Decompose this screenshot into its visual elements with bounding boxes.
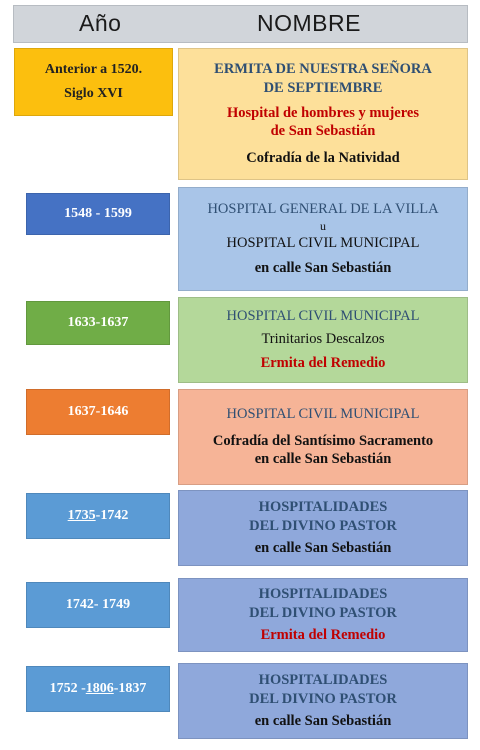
name-line: en calle San Sebastián: [254, 451, 392, 468]
name-box-6: [178, 578, 468, 652]
year-post: -1837: [113, 680, 147, 696]
year-text: [50, 680, 147, 698]
name-box-5: [178, 490, 468, 566]
year-box-2: [26, 193, 170, 235]
year-post: -1742: [95, 507, 129, 523]
table-header: [13, 5, 468, 43]
name-line: HOSPITALIDADES: [258, 498, 388, 515]
name-line: DEL DIVINO PASTOR: [249, 690, 397, 707]
year-box-4: [26, 389, 170, 435]
name-line: HOSPITAL CIVIL MUNICIPAL: [226, 405, 420, 422]
name-box-7: [178, 663, 468, 739]
name-line: de San Sebastián: [270, 123, 376, 140]
year-box-1: [14, 48, 173, 116]
name-line: HOSPITAL CIVIL MUNICIPAL: [226, 307, 420, 324]
year-text: 1633-1637: [67, 314, 129, 330]
year-box-6: [26, 582, 170, 628]
year-box-7: [26, 666, 170, 712]
year-underlined-part: 1806: [85, 680, 114, 696]
name-line: HOSPITAL CIVIL MUNICIPAL: [226, 235, 420, 252]
name-line: Ermita del Remedio: [260, 355, 386, 372]
name-box-4: [178, 389, 468, 485]
name-line: DEL DIVINO PASTOR: [249, 517, 397, 534]
year-line: Anterior a 1520.: [44, 61, 143, 77]
year-text: 1637-1646: [67, 403, 129, 419]
name-line: HOSPITALIDADES: [258, 585, 388, 602]
name-line: Trinitarios Descalzos: [261, 330, 385, 347]
year-text: 1548 - 1599: [64, 205, 132, 221]
name-line: Hospital de hombres y mujeres: [227, 104, 419, 121]
name-line: DE SEPTIEMBRE: [263, 79, 383, 96]
year-text: 1742- 1749: [65, 596, 131, 612]
name-line: Ermita del Remedio: [260, 627, 386, 644]
name-box-1: [178, 48, 468, 180]
year-text: [68, 507, 129, 525]
year-line: Siglo XVI: [64, 86, 123, 101]
year-box-3: [26, 301, 170, 345]
name-column-header: NOMBRE: [257, 10, 361, 36]
name-line: Cofradía de la Natividad: [246, 150, 400, 167]
name-line: ERMITA DE NUESTRA SEÑORA: [214, 60, 432, 77]
name-line: en calle San Sebastián: [254, 260, 392, 277]
name-line: DEL DIVINO PASTOR: [249, 604, 397, 621]
name-line: HOSPITAL GENERAL DE LA VILLA: [207, 200, 439, 217]
name-line: Cofradía del Santísimo Sacramento: [212, 432, 434, 449]
year-pre: 1752 -: [49, 680, 86, 696]
name-line: en calle San Sebastián: [254, 540, 392, 557]
name-box-3: [178, 297, 468, 383]
year-column-header: Año: [79, 10, 122, 36]
year-underlined-part: 1735: [67, 507, 96, 523]
name-box-2: [178, 187, 468, 291]
name-line: en calle San Sebastián: [254, 713, 392, 730]
name-line: u: [320, 218, 326, 233]
name-line: HOSPITALIDADES: [258, 671, 388, 688]
year-box-5: [26, 493, 170, 539]
